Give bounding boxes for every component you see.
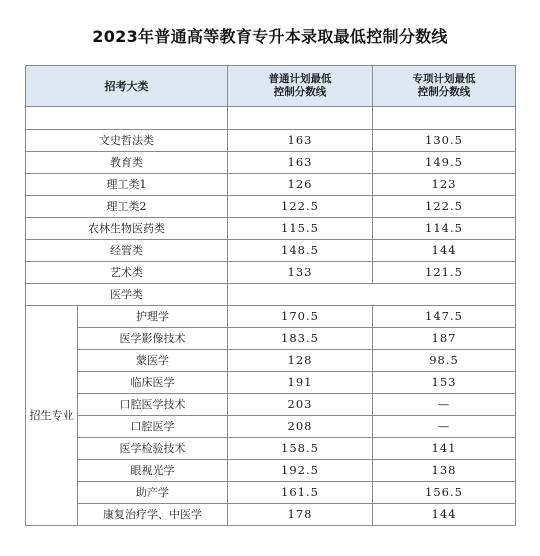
general-score-cell: 192.5 [228,460,373,482]
general-score-cell: 158.5 [228,438,373,460]
general-score-cell: 161.5 [228,482,373,504]
table-row [26,218,516,240]
header-row [26,66,516,107]
general-score-cell: 128 [228,350,373,372]
table-row [26,240,516,262]
table-row [26,130,516,152]
special-score-cell: 149.5 [373,152,516,174]
general-score-cell: 126 [228,174,373,196]
major-cell: 口腔医学 [78,416,228,438]
header-general [228,66,373,107]
table-row [26,196,516,218]
major-cell: 助产学 [78,482,228,504]
table-row [26,438,516,460]
spacer-row [26,107,516,130]
major-cell: 医学检验技术 [78,438,228,460]
general-score-cell: 208 [228,416,373,438]
header-general-line1: 普通计划最低 [268,73,332,85]
category-cell: 理工类2 [26,196,228,218]
general-score-cell: 170.5 [228,306,373,328]
header-special-line1: 专项计划最低 [412,73,476,85]
general-score-cell: 183.5 [228,328,373,350]
medical-label-cell: 医学类 [26,284,228,306]
general-score-cell: 148.5 [228,240,373,262]
header-general-line2: 控制分数线 [273,86,327,98]
score-table [25,65,516,526]
spacer-cell [26,107,228,130]
general-score-cell: 122.5 [228,196,373,218]
special-score-cell: 147.5 [373,306,516,328]
spacer-cell [228,107,373,130]
table-row [26,416,516,438]
group-label-cell: 招生专业 [26,306,78,526]
table-row [26,350,516,372]
special-score-cell: 141 [373,438,516,460]
major-cell: 临床医学 [78,372,228,394]
special-score-cell: 138 [373,460,516,482]
table-row [26,328,516,350]
spacer-cell [373,107,516,130]
general-score-cell: 203 [228,394,373,416]
general-score-cell: 178 [228,504,373,526]
category-cell: 农林生物医药类 [26,218,228,240]
special-score-cell: 130.5 [373,130,516,152]
category-cell: 理工类1 [26,174,228,196]
table-row [26,394,516,416]
special-score-cell: — [373,394,516,416]
header-special-line2: 控制分数线 [417,86,471,98]
category-cell: 艺术类 [26,262,228,284]
medical-empty-cell [228,284,516,306]
table-row [26,504,516,526]
table-row [26,482,516,504]
special-score-cell: 187 [373,328,516,350]
general-score-cell: 163 [228,152,373,174]
special-score-cell: 114.5 [373,218,516,240]
general-score-cell: 191 [228,372,373,394]
table-row [26,262,516,284]
special-score-cell: 98.5 [373,350,516,372]
table-row [26,152,516,174]
general-score-cell: 115.5 [228,218,373,240]
general-score-cell: 163 [228,130,373,152]
header-category: 招考大类 [26,66,228,107]
special-score-cell: — [373,416,516,438]
medical-label-row [26,284,516,306]
major-cell: 眼视光学 [78,460,228,482]
general-score-cell: 133 [228,262,373,284]
table-row [26,460,516,482]
major-cell: 蒙医学 [78,350,228,372]
special-score-cell: 123 [373,174,516,196]
major-cell: 康复治疗学、中医学 [78,504,228,526]
special-score-cell: 121.5 [373,262,516,284]
table-row [26,306,516,328]
category-cell: 经管类 [26,240,228,262]
table-row [26,372,516,394]
special-score-cell: 144 [373,240,516,262]
special-score-cell: 153 [373,372,516,394]
special-score-cell: 144 [373,504,516,526]
major-cell: 医学影像技术 [78,328,228,350]
major-cell: 护理学 [78,306,228,328]
table-row [26,174,516,196]
category-cell: 文史哲法类 [26,130,228,152]
special-score-cell: 122.5 [373,196,516,218]
category-cell: 教育类 [26,152,228,174]
major-cell: 口腔医学技术 [78,394,228,416]
page-title: 2023年普通高等教育专升本录取最低控制分数线 [92,27,448,46]
special-score-cell: 156.5 [373,482,516,504]
header-special [373,66,516,107]
